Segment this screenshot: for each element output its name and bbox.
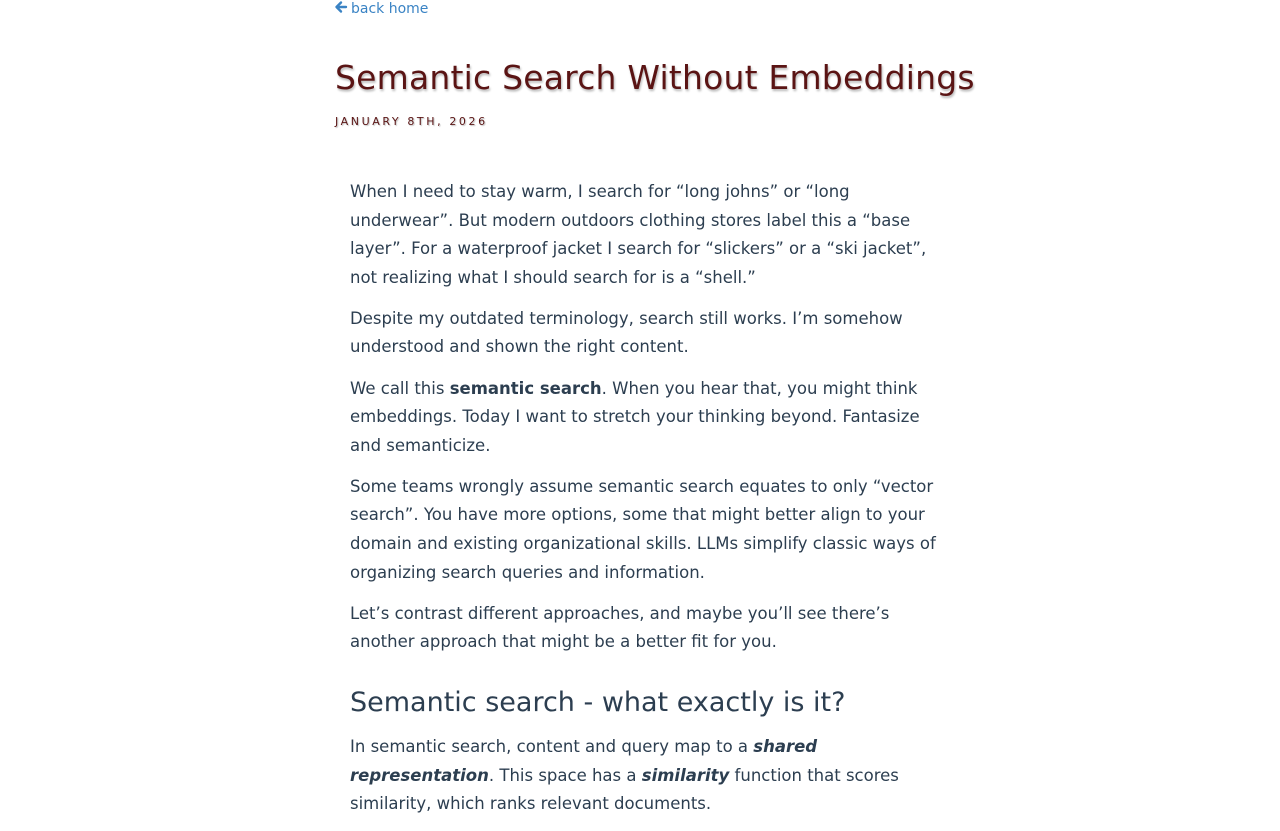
back-home-label: back home <box>351 1 429 17</box>
paragraph: Some teams wrongly assume semantic search equates to only “vector search”. You have more options, some that might better align to your domain and existing organizational skills. LLMs simplify classic ways of organizing search queries and information. <box>350 476 936 582</box>
arrow-left-icon <box>335 1 347 17</box>
post-title: Semantic Search Without Embeddings <box>335 58 975 97</box>
paragraph-text: function that scores similarity, which ranks relevant documents. <box>350 765 899 814</box>
paragraph <box>350 375 940 461</box>
paragraph: Despite my outdated terminology, search still works. I’m somehow understood and shown the right content. <box>350 308 903 357</box>
emphasis-text: shared representation <box>350 736 818 785</box>
paragraph-text: . This space has a <box>488 765 642 785</box>
back-home-link[interactable] <box>335 1 428 17</box>
paragraph-text: In semantic search, content and query map to a <box>350 736 754 756</box>
post-date: JANUARY 8TH, 2026 <box>335 115 488 128</box>
paragraph: Let’s contrast different approaches, and maybe you’ll see there’s another approach that might be a better fit for you. <box>350 603 890 652</box>
emphasis-text: semantic search <box>449 378 602 398</box>
section-heading: Semantic search - what exactly is it? <box>350 686 846 718</box>
post-content <box>350 178 940 831</box>
emphasis-text: similarity <box>641 765 730 785</box>
paragraph <box>350 733 940 819</box>
paragraph-text: We call this <box>350 378 450 398</box>
paragraph-text: . When you hear that, you might think embeddings. Today I want to stretch your thinking beyond. Fantasize and semanticize. <box>350 378 920 455</box>
paragraph: When I need to stay warm, I search for “long johns” or “long underwear”. But modern outdoors clothing stores label this a “base layer”. For a waterproof jacket I search for “slickers” or a “ski jacket”, not realizing what I should search for is a “shell.” <box>350 182 927 287</box>
